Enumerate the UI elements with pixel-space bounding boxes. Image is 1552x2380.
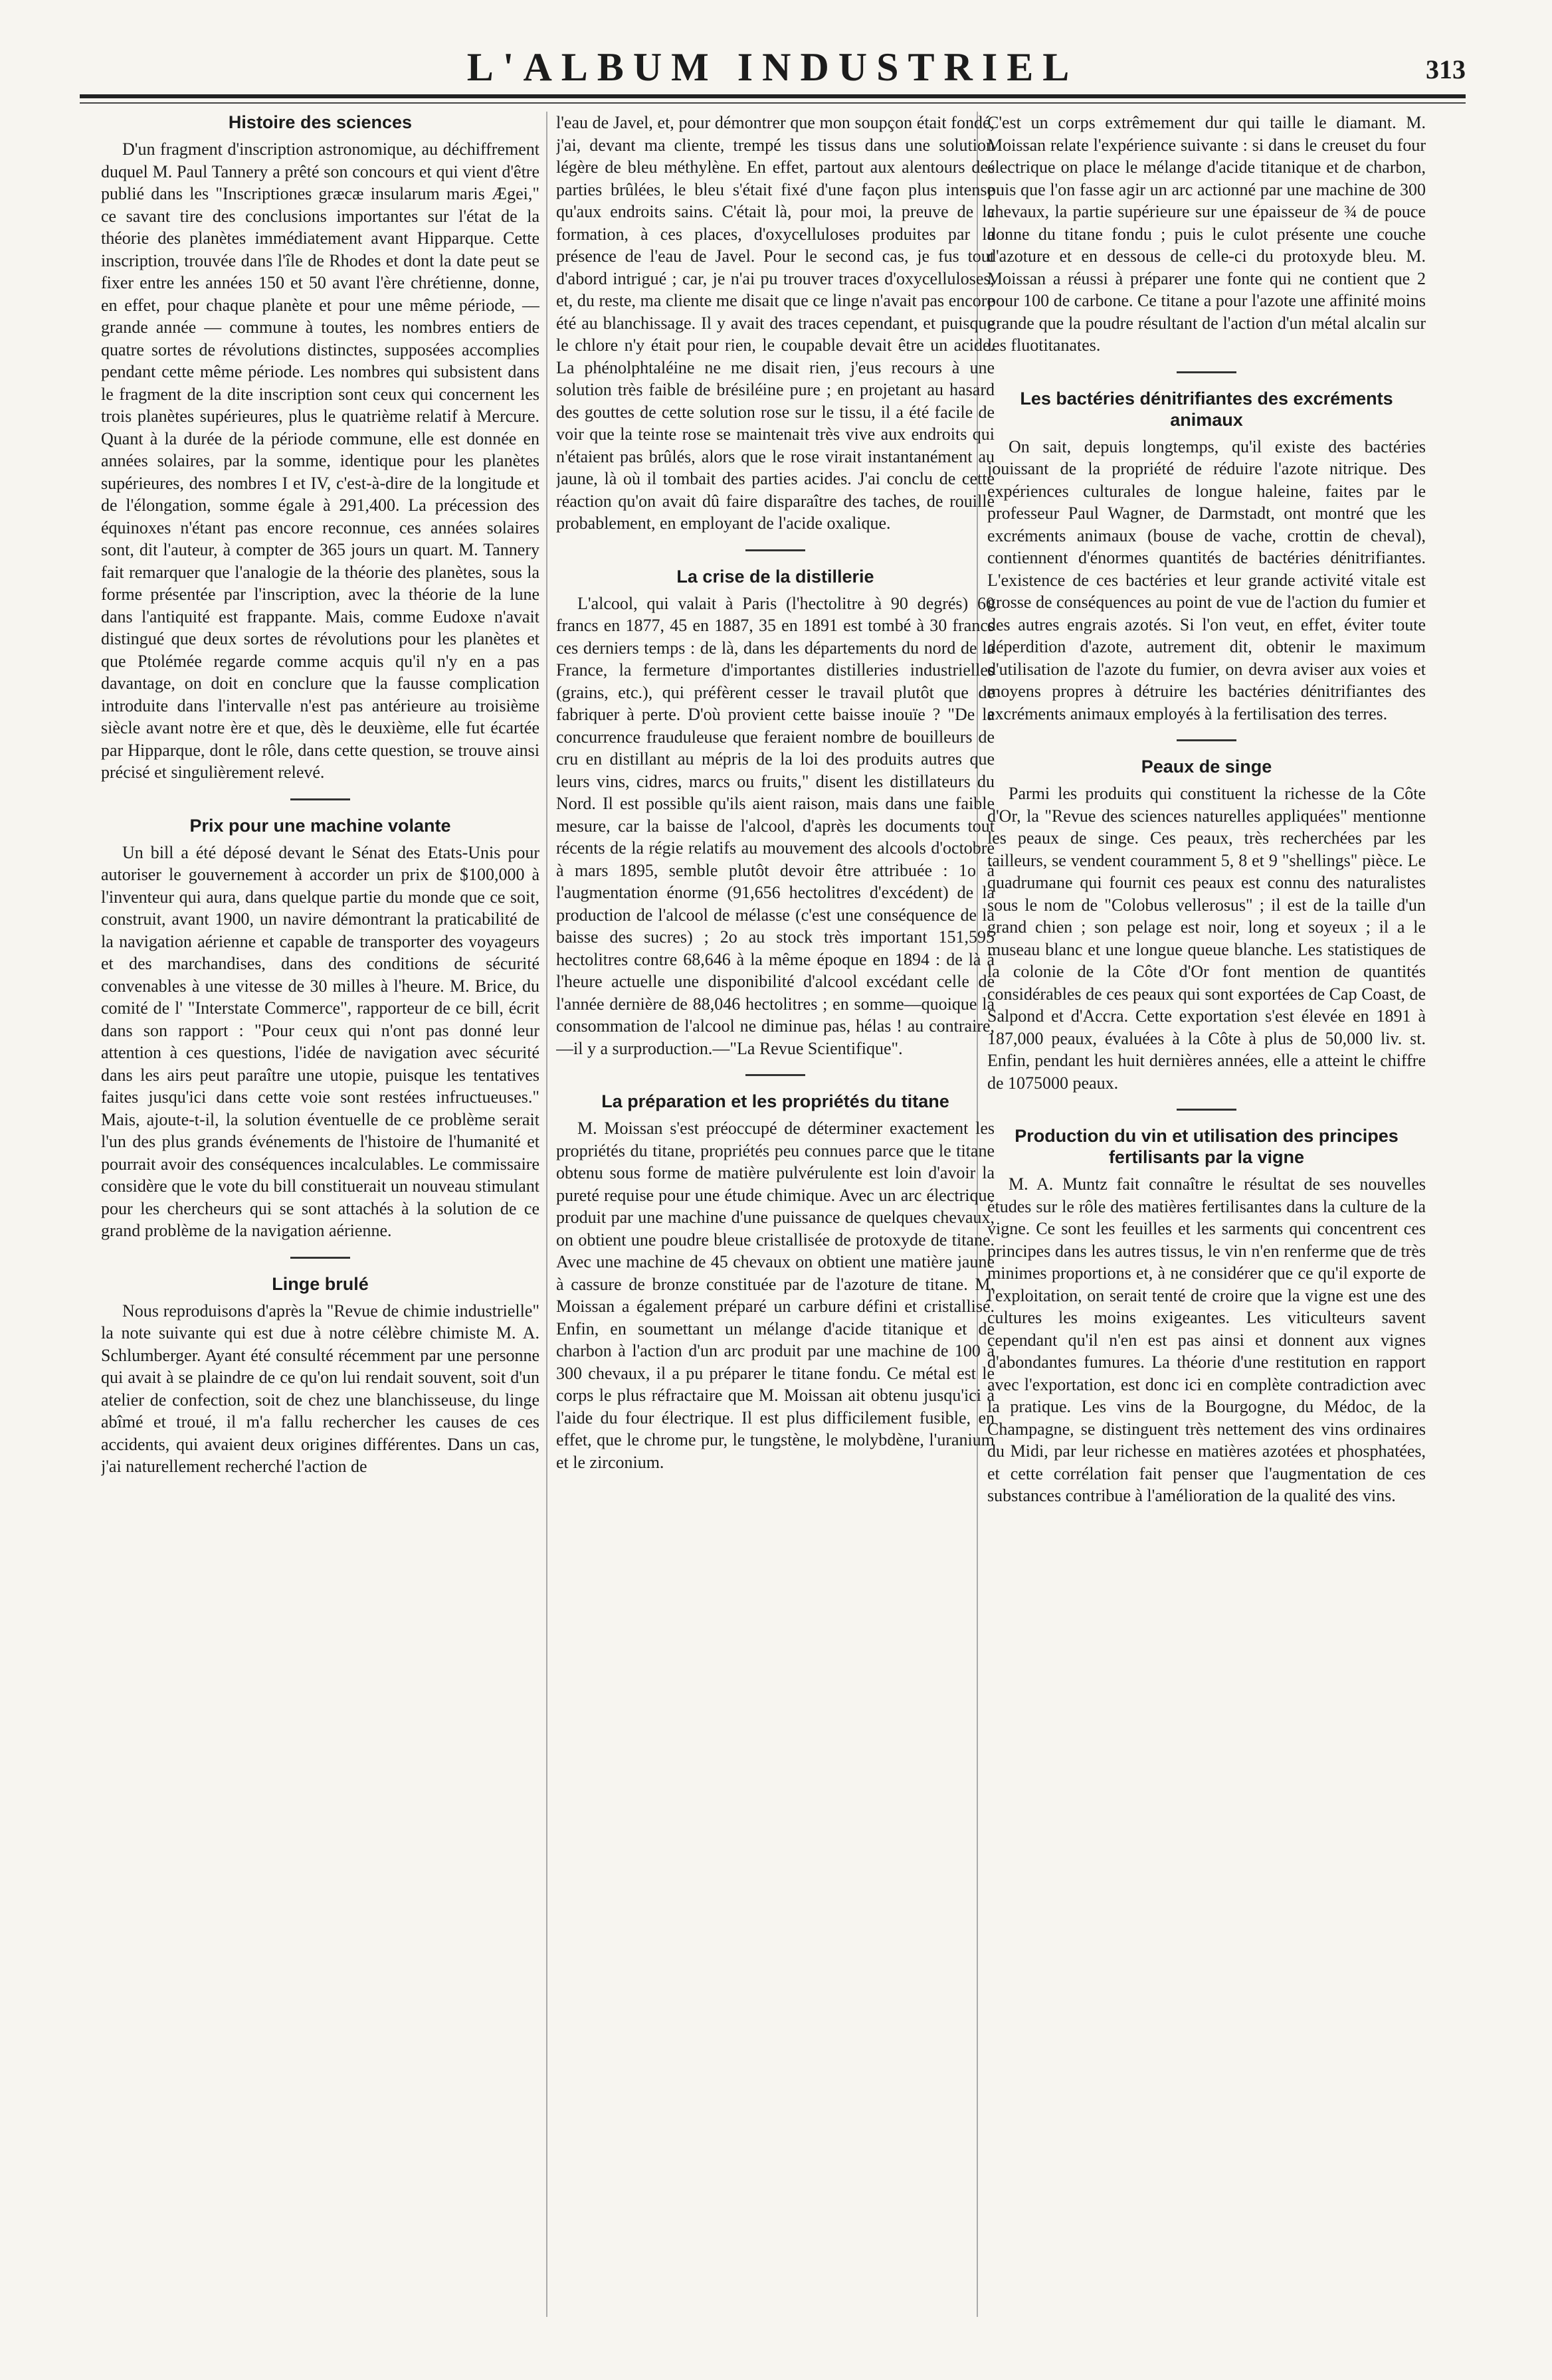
column-separator	[546, 112, 547, 2317]
article-body: D'un fragment d'inscription astronomique, au déchiffrement duquel M. Paul Tannery a prêté son concours et qui vient d'être publié dans les "Inscriptiones græcæ insularum maris Ægei," ce savant tire des conclusions importantes sur l'état de la théorie des planètes immédiatement avant Hipparque. Cette inscription, trouvée dans l'île de Rhodes et dont la date peut se fixer entre les années 150 et 50 avant l'ère chrétienne, donne, en effet, pour chaque planète et pour une même période, — grande année — commune à toutes, les nombres entiers de quatre sortes de révolutions distinctes, supposées accomplies pendant cette même période. Les nombres qui subsistent dans le fragment de la dite inscription sont ceux qui concernent les trois planètes supérieures, plus le quatrième relatif à Mercure. Quant à la durée de la période commune, elle est donnée en années solaires, par la somme, identique pour les planètes supérieures, des nombres I et IV, c'est-à-dire de la longitude et de l'élongation, somme égale à 291,400. La précession des équinoxes n'étant pas encore reconnue, ces années solaires sont, dit l'auteur, à compter de 365 jours un quart. M. Tannery fait remarquer que l'analogie de la théorie des planètes, sous la forme présentée par l'inscription, avec la théorie de la lune dans l'antiquité est frappante. Mais, comme Eudoxe n'avait distingué que deux sortes de révolutions pour les planètes et que Ptolémée regarde comme acquis qu'il n'y en a pas davantage, on doit en conclure que la fausse complication introduite dans l'intervalle n'est pas antérieure au troisième siècle avant notre ère et que, dès le deuxième, elle fut écartée par Hipparque, dont le rôle, dans cette question, se trouve ainsi précisé et singulièrement relevé.	[101, 139, 539, 782]
article-divider	[745, 549, 805, 551]
article-heading: Linge brulé	[272, 1273, 369, 1294]
article-histoire-des-sciences	[101, 112, 539, 784]
left-column	[101, 112, 539, 2330]
article-divider	[1177, 1109, 1236, 1111]
article-heading: Prix pour une machine volante	[189, 815, 451, 836]
article-bacteries-denitrifiantes	[987, 388, 1426, 725]
article-body: C'est un corps extrêmement dur qui taille le diamant. M. Moissan relate l'expérience suivante : si dans le creuset du four électrique on place le mélange d'acide titanique et de charbon, puis que l'on fasse agir un arc actionné par une machine de 300 chevaux, la partie supérieure sur une épaisseur de ¾ de pouce donne du titane fondu ; puis le culot présente une couche d'azoture et en dessous de celle-ci du protoxyde bleu. M. Moissan a réussi à préparer une fonte qui ne contient que 2 pour 100 de carbone. Ce titane a pour l'azote une affinité moins grande que la poudre résultant de l'action d'un métal alcalin sur les fluotitanates.	[987, 113, 1426, 355]
article-linge-brule-continued	[556, 112, 995, 535]
article-body: l'eau de Javel, et, pour démontrer que mon soupçon était fondé, j'ai, devant ma cliente, trempé les tissus dans une solution légère de bleu méthylène. En effet, partout aux alentours des parties brûlées, le bleu s'était fixé d'une façon plus intense qu'aux endroits sains. C'était là, pour moi, la preuve de la formation, à ces places, d'oxycelluloses produites par la présence de l'eau de Javel. Pour le second cas, je fus tout d'abord intrigué ; car, je n'ai pu trouver traces d'oxycelluloses, et, du reste, ma cliente me disait que ce linge n'avait pas encore été au blanchissage. Il y avait des traces cependant, et puisque le chlore n'y était pour rien, le coupable devait être un acide. La phénolphtaléine ne me disait rien, j'eus recours à une solution très faible de brésiléine pure ; en projetant au hasard des gouttes de cette solution rose sur le tissu, il a été facile de voir que la teinte rose se maintenait très vive aux endroits qui n'étaient pas brûlés, alors que le rose virait instantanément au jaune, là où il tombait des parties acides. J'ai conclu de cette réaction qu'on avait dû faire disparaître des taches, de rouille probablement, en employant de l'acide oxalique.	[556, 113, 995, 533]
article-heading: Les bactéries dénitrifiantes des excréments animaux	[1020, 388, 1393, 430]
article-heading: Peaux de singe	[1141, 757, 1272, 777]
middle-column	[556, 112, 995, 2330]
right-column	[987, 112, 1426, 2330]
article-heading: Production du vin et utilisation des principes fertilisants par la vigne	[1015, 1126, 1399, 1167]
article-body: Parmi les produits qui constituent la richesse de la Côte d'Or, la "Revue des sciences naturelles appliquées" mentionne les peaux de singe. Ces peaux, très recherchées par les tailleurs, se vendent couramment 5, 8 et 9 "shellings" pièce. Le quadrumane qui fournit ces peaux est connu des naturalistes sous le nom de "Colobus vellerosus" ; il est de la taille d'un grand chien ; son pelage est noir, long et soyeux ; il a le museau blanc et une longue queue blanche. Les statistiques de la colonie de la Côte d'Or font mention de quantités considérables de ces peaux qui sont exportées de Cap Coast, de Salpond et d'Accra. Cette exportation s'est élevée en 1891 à 187,000 peaux, évaluées à la Côte à plus de 50,000 liv. st. Enfin, pendant les huit dernières années, elle a atteint le chiffre de 1075000 peaux.	[987, 784, 1426, 1093]
article-heading: La crise de la distillerie	[676, 566, 874, 587]
article-production-vin	[987, 1125, 1426, 1507]
article-body: Nous reproduisons d'après la "Revue de chimie industrielle" la note suivante qui est due à notre célèbre chimiste M. A. Schlumberger. Ayant été consulté récemment par une personne qui avait à se plaindre de ce qu'on lui rendait souvent, soit d'un atelier de confection, soit de chez une blanchisseuse, du linge abîmé et troué, il m'a fallu rechercher les causes de ces accidents, qui avaient deux origines différentes. Dans un cas, j'ai naturellement recherché l'action de	[101, 1301, 539, 1476]
article-divider	[745, 1074, 805, 1076]
header-rule-thick	[80, 94, 1466, 98]
article-divider	[290, 798, 350, 800]
header-rule-thin	[80, 102, 1466, 104]
article-body: On sait, depuis longtemps, qu'il existe des bactéries jouissant de la propriété de réduire l'azote nitrique. Des expériences culturales de longue haleine, faites par le professeur Paul Wagner, de Darmstadt, ont montré que les excréments animaux (bouse de vache, crottin de cheval), contiennent d'énormes quantités de bactéries dénitrifiantes. L'existence de ces bactéries et leur grande activité vitale est grosse de conséquences au point de vue de l'action du fumier et des autres engrais azotés. Si l'on veut, en effet, éviter toute déperdition d'azote, autrement dit, obtenir le maximum d'utilisation de l'azote du fumier, on devra aviser aux voies et moyens propres à détruire les bactéries dénitrifiantes des excréments animaux employés à la fertilisation des terres.	[987, 436, 1426, 723]
article-heading: La préparation et les propriétés du titane	[601, 1091, 949, 1111]
publication-title: L'ALBUM INDUSTRIEL	[466, 45, 1079, 89]
article-peaux-de-singe	[987, 756, 1426, 1094]
article-titane-continued	[987, 112, 1426, 357]
article-crise-distillerie	[556, 566, 995, 1060]
article-divider	[1177, 371, 1236, 373]
article-body: M. Moissan s'est préoccupé de déterminer exactement les propriétés du titane, propriétés peu connues parce que le titane obtenu sous forme de matière pulvérulente est loin d'avoir la pureté requise pour une étude chimique. Avec un arc électrique produit par une machine d'une puissance de quelques chevaux, on obtient une poudre bleue cristallisée de protoxyde de titane. Avec une machine de 45 chevaux on obtient une matière jaune à cassure de bronze constituée par de l'azoture de titane. M. Moissan a également préparé un carbure défini et cristallisé. Enfin, en soumettant un mélange d'acide titanique et de charbon à l'action d'un arc produit par une machine de 100 à 300 chevaux, il a pu préparer le titane fondu. Ce métal est le corps le plus réfractaire que M. Moissan ait obtenu jusqu'ici à l'aide du four électrique. Il est plus difficilement fusible, en effet, que le chrome pur, le tungstène, le molybdène, l'uranium et le zirconium.	[556, 1119, 995, 1472]
masthead	[80, 37, 1466, 90]
article-titane	[556, 1091, 995, 1473]
article-heading: Histoire des sciences	[228, 112, 413, 132]
article-linge-brule	[101, 1273, 539, 1478]
article-body: M. A. Muntz fait connaître le résultat de ses nouvelles études sur le rôle des matières fertilisantes dans la culture de la vigne. Ce sont les feuilles et les sarments qui concentrent ces principes dans les autres tissus, le vin n'en renferme que de très minimes proportions et, à ne considérer que ce qu'il exporte de l'exploitation, on serait tenté de croire que la vigne est une des cultures les moins exigeantes. Les viticulteurs savent cependant qu'il n'en est pas ainsi et donnent aux vignes d'abondantes fumures. La théorie d'une restitution en rapport avec l'exportation, est donc ici en complète contradiction avec la pratique. Les vins de la Bourgogne, du Médoc, de la Champagne, se distinguent très nettement des vins ordinaires du Midi, par leur richesse en matières azotées et phosphatées, et cette corrélation fait penser que l'augmentation de ces substances contribue à l'amélioration de la qualité des vins.	[987, 1174, 1426, 1505]
article-divider	[1177, 739, 1236, 741]
article-prix-machine-volante	[101, 815, 539, 1242]
page-number: 313	[1426, 54, 1466, 84]
article-divider	[290, 1257, 350, 1259]
article-body: Un bill a été déposé devant le Sénat des Etats-Unis pour autoriser le gouvernement à accorder un prix de $100,000 à l'inventeur qui aura, dans quelque partie du monde que ce soit, construit, avant 1900, un navire démontrant la praticabilité de la navigation aérienne et capable de transporter des voyageurs et des marchandises, dans des conditions de sécurité convenables à une vitesse de 30 milles à l'heure. M. Brice, du comité de l' "Interstate Commerce", rapporteur de ce bill, écrit dans son rapport : "Pour ceux qui n'ont pas donné leur attention à ces questions, l'idée de navigation avec sécurité dans les airs peut paraître une utopie, puisque les tentatives faites jusqu'ici dans cette voie sont restées infructueuses." Mais, ajoute-t-il, la solution éventuelle de ce problème serait l'un des plus grands événements de l'histoire de l'humanité et pourrait avoir des conséquences incalculables. Le commissaire considère que le vote du bill constituerait un nouveau stimulant pour les chercheurs qui se sont attachés à la solution de ce grand problème de la navigation aérienne.	[101, 842, 539, 1240]
article-body: L'alcool, qui valait à Paris (l'hectolitre à 90 degrés) 60 francs en 1877, 45 en 1887, 35 en 1891 est tombé à 30 francs ces derniers temps : de là, dans les départements du nord de la France, la fermeture d'importantes distilleries industrielles (grains, etc.), qui préfèrent cesser le travail plutôt que de fabriquer à perte. D'où provient cette baisse inouïe ? "De la concurrence frauduleuse que feraient nombre de bouilleurs de cru en distillant au mépris de la loi des produits autres que leurs vins, cidres, marcs ou fruits," disent les distillateurs du Nord. Il est possible qu'ils aient raison, mais dans une faible mesure, car la baisse de l'alcool, d'après les documents tout récents de la régie relatifs au mouvement des alcools d'octobre à mars 1895, semble plutôt devoir être attribuée : 1o à l'augmentation énorme (91,656 hectolitres d'excédent) de la production de l'alcool de mélasse (c'est une conséquence de la baisse des sucres) ; 2o au stock très important 151,595 hectolitres contre 68,646 à la même époque en 1894 : de là à l'heure actuelle une disponibilité d'alcool excédant celle de l'année dernière de 88,046 hectolitres ; en somme—quoique la consommation de l'alcool ne diminue pas, hélas ! au contraire,—il y a surproduction.—"La Revue Scientifique".	[556, 593, 995, 1058]
